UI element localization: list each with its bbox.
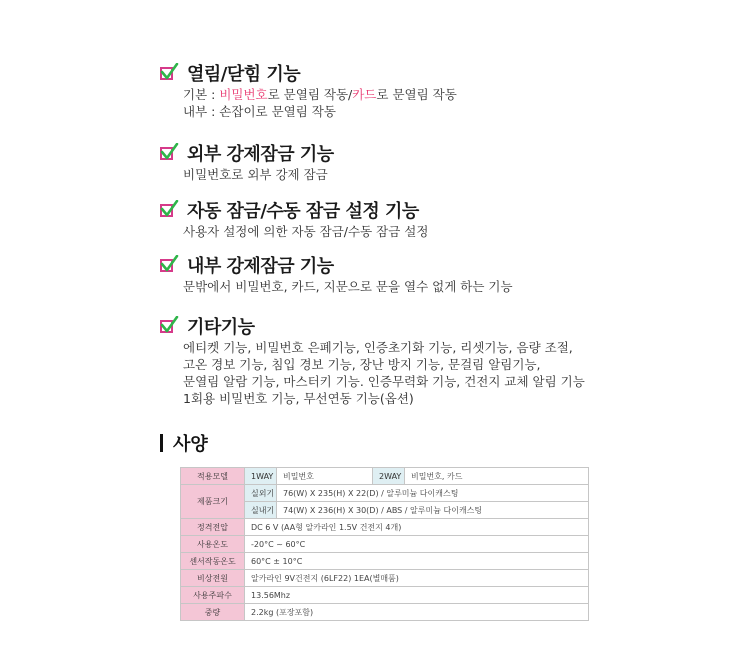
- spec-row-size-outdoor: [181, 485, 589, 502]
- spec-value: 2.2kg (포장포함): [245, 604, 589, 621]
- highlight-text: 카드: [352, 87, 377, 102]
- spec-label: 비상전원: [181, 570, 245, 587]
- spec-row: [181, 553, 589, 570]
- description-text: 사용자 설정에 의한 자동 잠금/수동 잠금 설정: [183, 224, 429, 239]
- heading-bar: [160, 434, 163, 452]
- model2-way: 2WAY: [373, 468, 405, 485]
- description-text: 로 문열림 작동: [376, 87, 457, 102]
- feature-item: [159, 197, 428, 240]
- feature-description: [183, 356, 585, 373]
- spec-label: 중량: [181, 604, 245, 621]
- spec-label: 사용온도: [181, 536, 245, 553]
- spec-table: [180, 467, 589, 621]
- feature-item: [159, 313, 585, 407]
- spec-row-model: [181, 468, 589, 485]
- description-text: 내부 : 손잡이로 문열림 작동: [183, 104, 336, 119]
- feature-heading: [159, 197, 428, 223]
- spec-label: 정격전압: [181, 519, 245, 536]
- description-text: 에티켓 기능, 비밀번호 은폐기능, 인증초기화 기능, 리셋기능, 음량 조절,: [183, 340, 573, 355]
- feature-title: 기타기능: [187, 317, 255, 338]
- description-text: 기본 :: [183, 87, 220, 102]
- spec-value: 알카라인 9V건전지 (6LF22) 1EA(별매품): [245, 570, 589, 587]
- description-text: 로 문열림 작동/: [267, 87, 353, 102]
- spec-value: 60°C ± 10°C: [245, 553, 589, 570]
- spec-title: 사양: [173, 434, 208, 455]
- feature-description: [183, 166, 334, 183]
- check-icon: [159, 316, 179, 336]
- feature-description: [183, 223, 428, 240]
- model1-desc: 비밀번호: [277, 468, 373, 485]
- feature-title: 열림/닫힘 기능: [187, 64, 301, 85]
- model2-desc: 비밀번호, 카드: [405, 468, 589, 485]
- spec-row: [181, 519, 589, 536]
- spec-label: 적용모델: [181, 468, 245, 485]
- feature-heading: [159, 252, 513, 278]
- spec-heading: [160, 430, 208, 456]
- description-text: 1회용 비밀번호 기능, 무선연동 기능(옵션): [183, 391, 414, 406]
- indoor-label: 실내기: [245, 502, 277, 519]
- feature-heading: [159, 313, 585, 339]
- spec-row: [181, 570, 589, 587]
- check-icon: [159, 143, 179, 163]
- description-text: 고온 경보 기능, 침입 경보 기능, 장난 방지 기능, 문걸림 알림기능,: [183, 357, 541, 372]
- spec-value: 13.56Mhz: [245, 587, 589, 604]
- spec-row: [181, 604, 589, 621]
- feature-title: 자동 잠금/수동 잠금 설정 기능: [187, 201, 419, 222]
- description-text: 문열림 알람 기능, 마스터키 기능. 인증무력화 기능, 건전지 교체 알림 기능: [183, 374, 585, 389]
- feature-title: 외부 강제잠금 기능: [187, 144, 334, 165]
- highlight-text: 비밀번호: [219, 87, 268, 102]
- model1-way: 1WAY: [245, 468, 277, 485]
- feature-item: [159, 252, 513, 295]
- feature-heading: [159, 140, 334, 166]
- spec-value: DC 6 V (AA형 알카라인 1.5V 건전지 4개): [245, 519, 589, 536]
- feature-description: [183, 339, 585, 356]
- spec-row: [181, 536, 589, 553]
- description-text: 문밖에서 비밀번호, 카드, 지문으로 문을 열수 없게 하는 기능: [183, 279, 513, 294]
- spec-label: 센서작동온도: [181, 553, 245, 570]
- spec-value: -20°C ~ 60°C: [245, 536, 589, 553]
- spec-row: [181, 587, 589, 604]
- outdoor-value: 76(W) X 235(H) X 22(D) / 알루미늄 다이캐스팅: [277, 485, 589, 502]
- feature-item: [159, 140, 334, 183]
- feature-title: 내부 강제잠금 기능: [187, 256, 334, 277]
- description-text: 비밀번호로 외부 강제 잠금: [183, 167, 328, 182]
- feature-description: [183, 278, 513, 295]
- feature-description: [183, 103, 457, 120]
- spec-label: 제품크기: [181, 485, 245, 519]
- feature-heading: [159, 60, 457, 86]
- feature-description: [183, 86, 457, 103]
- feature-description: [183, 390, 585, 407]
- check-icon: [159, 63, 179, 83]
- feature-description: [183, 373, 585, 390]
- indoor-value: 74(W) X 236(H) X 30(D) / ABS / 알루미늄 다이캐스팅: [277, 502, 589, 519]
- check-icon: [159, 255, 179, 275]
- spec-label: 사용주파수: [181, 587, 245, 604]
- feature-item: [159, 60, 457, 120]
- outdoor-label: 실외기: [245, 485, 277, 502]
- check-icon: [159, 200, 179, 220]
